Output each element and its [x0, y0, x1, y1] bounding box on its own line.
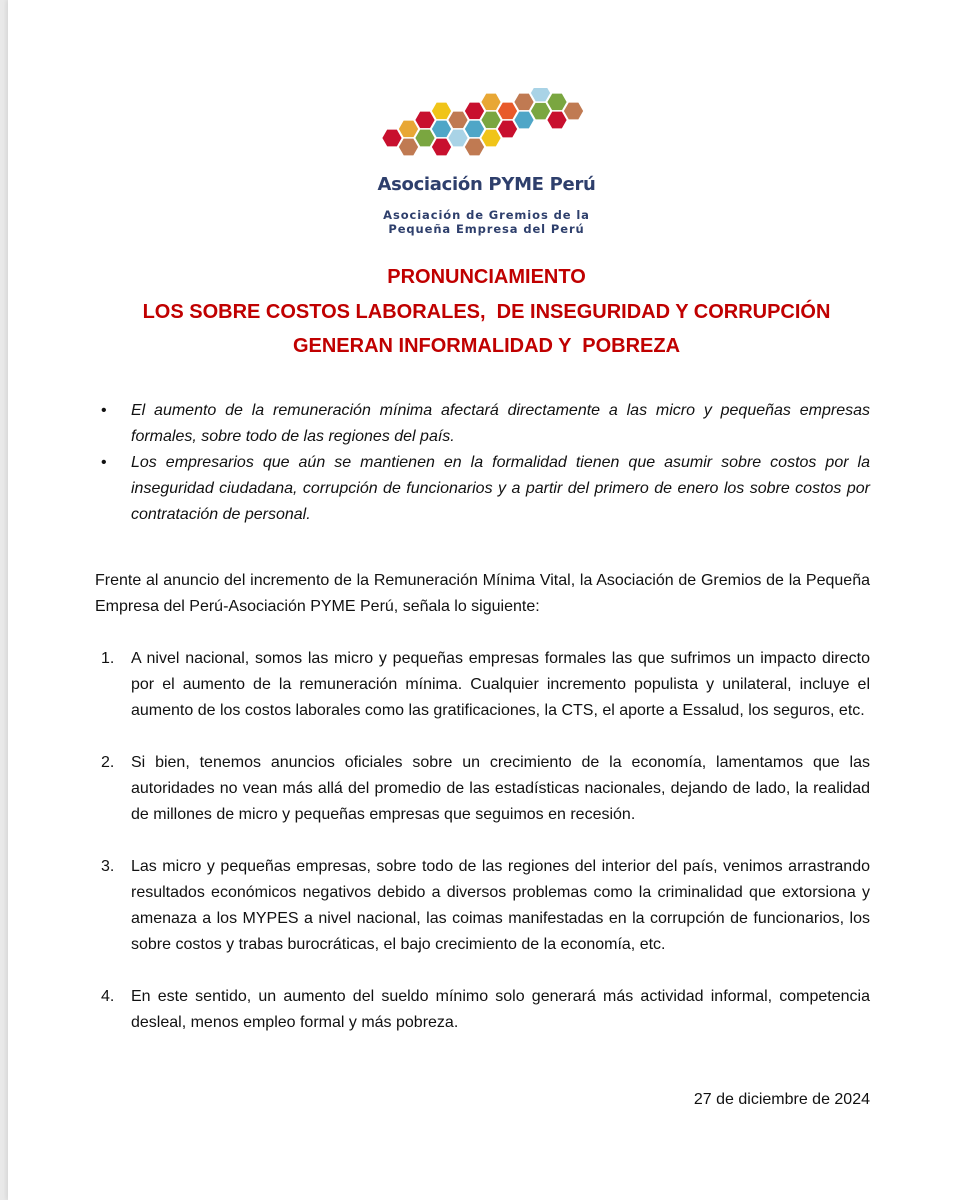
- point-number: 1.: [101, 650, 115, 667]
- title-line-3: GENERAN INFORMALIDAD Y POBREZA: [292, 335, 681, 357]
- logo-hexagon: [563, 102, 584, 120]
- title-line-1: PRONUNCIAMIENTO: [387, 266, 586, 288]
- point-item: [95, 984, 870, 1036]
- organization-subtitle: [8, 208, 965, 236]
- point-text: A nivel nacional, somos las micro y pequeñas empresas formales las que sufrimos un impacto directo por el aumento de la remuneración mínima. Cualquier incremento populista y unilateral, incluye el aumento de los costos laborales como las gratificaciones, la CTS, el aporte a Essalud, los seguros, etc.: [131, 650, 870, 719]
- summary-bullets: [95, 398, 870, 528]
- document-title: [8, 260, 965, 364]
- bullet-item: • Los empresarios que aún se mantienen en la formalidad tienen que asumir sobre costos por la inseguridad ciudadana, corrupción de funcionarios y a partir del primero de enero los sobre costos por contratación de personal.: [95, 450, 870, 528]
- point-item: [95, 854, 870, 958]
- point-text: Si bien, tenemos anuncios oficiales sobre un crecimiento de la economía, lamentamos que las autoridades no vean más allá del promedio de las estadísticas nacionales, dejando de lado, la realidad de millones de micro y pequeñas empresas que seguimos en recesión.: [131, 754, 870, 823]
- document-date: 27 de diciembre de 2024: [693, 1091, 870, 1108]
- point-text: En este sentido, un aumento del sueldo mínimo solo generará más actividad informal, competencia desleal, menos empleo formal y más pobreza.: [131, 988, 870, 1031]
- point-number: 4.: [101, 988, 115, 1005]
- hexagon-logo-icon: [378, 88, 598, 166]
- organization-subtitle-line-2: Pequeña Empresa del Perú: [388, 222, 585, 236]
- document-page: [8, 0, 965, 1200]
- organization-subtitle-line-1: Asociación de Gremios de la: [383, 208, 590, 222]
- organization-logo: [8, 0, 965, 245]
- intro-paragraph: Frente al anuncio del incremento de la Remuneración Mínima Vital, la Asociación de Gremios de la Pequeña Empresa del Perú-Asociación PYME Perú, señala lo siguiente:: [95, 572, 870, 615]
- numbered-points: [95, 646, 870, 1036]
- organization-name: Asociación PYME Perú: [377, 174, 596, 195]
- point-item: [95, 750, 870, 828]
- title-line-2: LOS SOBRE COSTOS LABORALES, DE INSEGURIDAD Y CORRUPCIÓN: [142, 300, 831, 323]
- bullet-item: • El aumento de la remuneración mínima afectará directamente a las micro y pequeñas empresas formales, sobre todo de las regiones del país.: [95, 398, 870, 450]
- point-item: [95, 646, 870, 724]
- point-number: 3.: [101, 858, 115, 875]
- point-number: 2.: [101, 754, 115, 771]
- document-body: [95, 398, 870, 1062]
- point-text: Las micro y pequeñas empresas, sobre todo de las regiones del interior del país, venimos arrastrando resultados económicos negativos debido a diversos problemas como la criminalidad que extorsiona y amenaza a los MYPES a nivel nacional, las coimas manifestadas en la corrupción de funcionarios, los sobre costos y trabas burocráticas, el bajo crecimiento de la economía, etc.: [131, 858, 870, 953]
